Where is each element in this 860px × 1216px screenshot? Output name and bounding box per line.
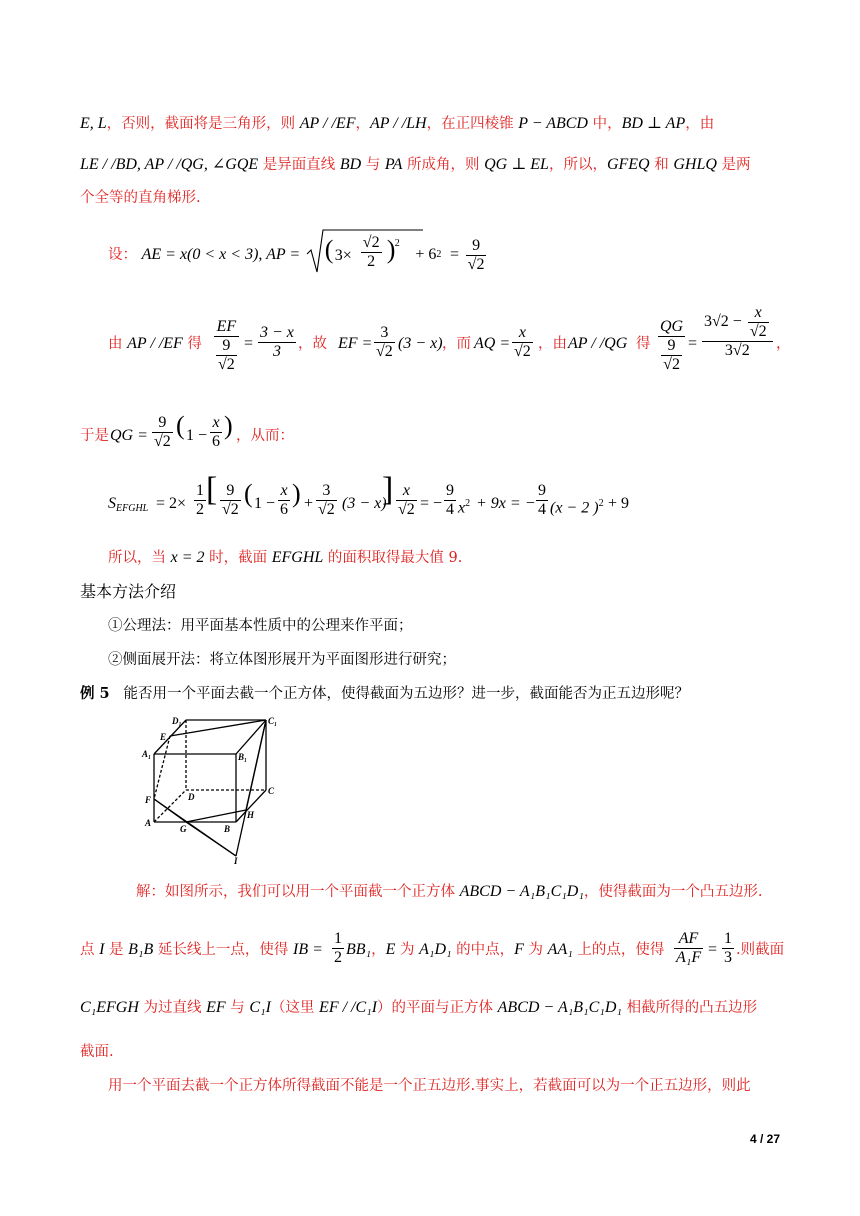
para1-line3: 个全等的直角梯形. (80, 190, 201, 206)
cube-section-figure (140, 714, 290, 864)
fraction-1-over-2: $\frac{1}{2}$ (196, 482, 204, 518)
label-d1: D₁ (172, 716, 182, 726)
fraction-3-over-sqrt2: $\frac{3}{√2}$ (376, 324, 393, 360)
para1-line1: E, L，否则，截面将是三角形，则 AP / /EF，AP / /LH，在正四棱锥 P − ABCD 中，BD ⊥ AP，由 (80, 115, 715, 132)
solution-line1: 解：如图所示，我们可以用一个平面截一个正方体 ABCD − A₁B₁C₁D₁，使得截面为一个凸五边形. (136, 883, 763, 900)
solution-line4: 截面. (80, 1044, 114, 1060)
method-unfold: ②侧面展开法：将立体图形展开为平面图形进行研究； (108, 652, 456, 668)
para1-line2: LE / /BD, AP / /QG, ∠GQE 是异面直线 BD 与 PA 所成角，则 QG ⊥ EL，所以，GFEQ 和 GHLQ 是两 (80, 156, 751, 173)
label-i: I (234, 856, 238, 864)
label-c: C (268, 786, 275, 796)
fraction-sqrt2-over-2: $\frac{√2}{2}$ (362, 234, 380, 270)
page-number: 4 / 27 (749, 1132, 780, 1146)
fraction-9-over-sqrt2-qg: $\frac{9}{√2}$ (154, 414, 171, 450)
equation-set: 设： AE = x(0 < x < 3), AP = ( 3× $\frac{√2}{2}$ ) 2 + 62 = $\frac{9}{√2}$ (108, 232, 488, 278)
fraction-9-over-4-a: $\frac{9}{4}$ (446, 482, 454, 518)
fraction-af-over-a1f: $\frac{AF}{\text{A₁F}}$ (676, 930, 702, 966)
equation-ef: 由 AP / /EF 得 $\frac{EF}{\frac{9}{√2}}$ = $\frac{3 - x}{3}$ ，故 EF = $\frac{3}{√2}$ (3 − x) ，而 AQ = $\frac{x}{√2}$ ，由 AP / /QG 得 $\frac{QG}{\frac{9}{√2}}$ = 3√2 − $\frac{x}{√2}$ 3√2 ， (108, 304, 791, 373)
fraction-qg-over-9-sqrt2: $\frac{QG}{\frac{9}{√2}}$ (660, 318, 684, 373)
label-a1: A₁ (142, 749, 152, 759)
fraction-3-minus-x-over-3: $\frac{3 - x}{3}$ (260, 324, 294, 360)
conclusion-line: 所以，当 x = 2 时，截面 EFGHL 的面积取得最大值 9. (108, 549, 463, 566)
fraction-qg-rhs: 3√2 − $\frac{x}{√2}$ 3√2 (702, 304, 773, 360)
fraction-9-over-sqrt2-s: $\frac{9}{√2}$ (222, 482, 239, 518)
label-b1: B₁ (238, 752, 248, 762)
example-5: 例 5 能否用一个平面去截一个正方体，使得截面为五边形？进一步，截面能否为正五边形呢？ (80, 685, 689, 702)
fraction-9-over-4-b: $\frac{9}{4}$ (538, 482, 546, 518)
fraction-x-over-6: $\frac{x}{6}$ (212, 414, 220, 450)
fraction-x-over-sqrt2-s: $\frac{x}{√2}$ (398, 482, 415, 518)
solution-line3: C₁EFGH 为过直线 EF 与 C₁I（这里 EF / /C₁I）的平面与正方体 ABCD − A₁B₁C₁D₁ 相截所得的凸五边形 (80, 999, 758, 1016)
equation-area: $S_{EFGHL}$ = 2× $\frac{1}{2}$ [ $\frac{9}{√2}$ ( 1 − $\frac{x}{6}$ ) + $\frac{3}{√2}$ (3 − x) ] $\frac{x}{√2}$ = − $\frac{9}{4}$ $x^2$ + 9x = − $\frac{9}{4}$ (x − 2 )$^2$ + 9 (108, 471, 630, 518)
label-d: D (188, 792, 195, 802)
section-title: 基本方法介绍 (80, 582, 177, 601)
solution-line2: 点 I 是 B₁B 延长线上一点，使得 IB = $\frac{1}{2}$ BB₁，E 为 A₁D₁ 的中点，F 为 AA₁ 上的点，使得 $\frac{AF}{\text{A₁F}}$ = $\frac{1}{3}$ .则截面 (80, 930, 785, 966)
fraction-1-over-3: $\frac{1}{3}$ (724, 930, 732, 966)
fraction-ef-over-9-sqrt2: $\frac{EF}{\frac{9}{√2}}$ (214, 318, 239, 374)
sqrt-radical: ( 3× $\frac{√2}{2}$ ) 2 (305, 232, 425, 278)
fraction-x-over-6-s: $\frac{x}{6}$ (280, 482, 288, 518)
label-h: H (247, 810, 255, 820)
fraction-3-over-sqrt2-s: $\frac{3}{√2}$ (318, 482, 335, 518)
label-a: A (145, 818, 152, 828)
label-c1: C₁ (268, 716, 278, 726)
label-f: F (145, 795, 152, 805)
fraction-9-over-sqrt2: $\frac{9}{√2}$ (467, 236, 485, 273)
label-g: G (180, 824, 187, 834)
solution-line5: 用一个平面去截一个正方体所得截面不能是一个正五边形.事实上，若截面可以为一个正五边形，则此 (108, 1078, 751, 1094)
method-axiom: ①公理法：用平面基本性质中的公理来作平面； (108, 618, 413, 634)
fraction-1-over-2-ib: $\frac{1}{2}$ (334, 930, 342, 966)
fraction-x-over-sqrt2: $\frac{x}{√2}$ (514, 324, 531, 360)
equation-qg: 于是 QG = $\frac{9}{√2}$ ( 1 − $\frac{x}{6}$ ) ，从而： (80, 411, 294, 450)
label-b: B (224, 824, 231, 834)
label-e: E (160, 732, 167, 742)
